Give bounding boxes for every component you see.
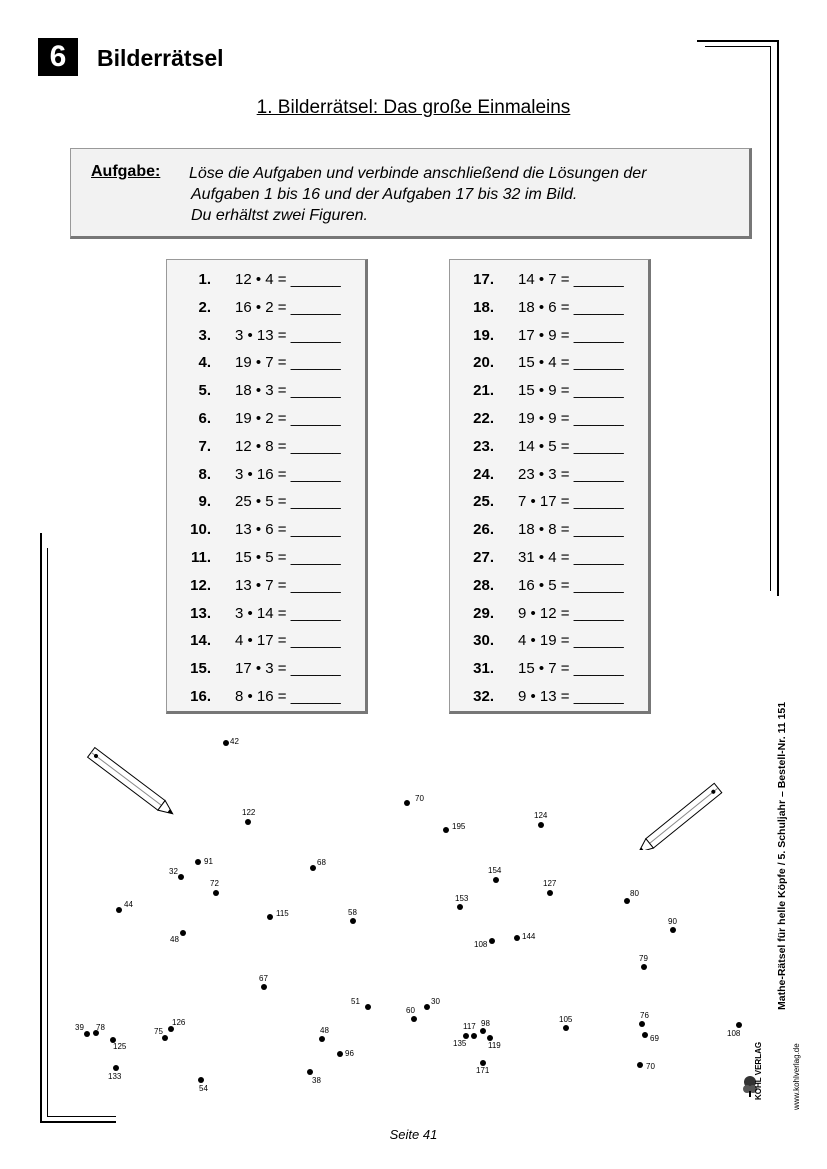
problem-row: [450, 521, 648, 541]
problem-number: 5.: [198, 382, 211, 400]
puzzle-dot-label: 124: [534, 811, 548, 820]
puzzle-dot: [213, 890, 219, 896]
puzzle-dot-label: 154: [488, 866, 502, 875]
problem-row: [167, 688, 365, 708]
problem-number: 28.: [473, 576, 494, 594]
problem-expression: 15 • 7 = ______: [518, 660, 624, 678]
problem-number: 6.: [198, 410, 211, 427]
publisher-website: www.kohlverlag.de: [792, 1043, 801, 1110]
problem-table-left: [166, 259, 368, 714]
puzzle-dot: [457, 904, 463, 910]
problem-expression: 12 • 4 = ______: [235, 271, 341, 288]
puzzle-dot-label: 30: [431, 997, 440, 1006]
problem-row: [450, 327, 648, 347]
problem-expression: 13 • 7 = ______: [235, 576, 341, 594]
problem-expression: 15 • 9 = ______: [518, 382, 624, 400]
problem-expression: 19 • 2 = ______: [235, 410, 341, 427]
problem-expression: 25 • 5 = ______: [235, 493, 341, 511]
problem-number: 14.: [190, 632, 211, 650]
problem-row: [167, 438, 365, 458]
puzzle-dot-label: 98: [481, 1019, 490, 1028]
problem-row: [167, 410, 365, 430]
problem-expression: 17 • 3 = ______: [235, 660, 341, 678]
problem-number: 9.: [198, 493, 211, 511]
task-text: [189, 163, 647, 226]
pencil-icon: [638, 778, 728, 850]
problem-table-right: [449, 259, 651, 714]
puzzle-dot-label: 48: [320, 1026, 329, 1035]
problem-number: 25.: [473, 493, 494, 511]
frame-line-bottom-left: [40, 1121, 116, 1123]
puzzle-dot-label: 135: [453, 1039, 467, 1048]
problem-expression: 3 • 14 = ______: [235, 604, 341, 622]
puzzle-dot: [319, 1036, 325, 1042]
problem-expression: 9 • 12 = ______: [518, 604, 624, 622]
puzzle-dot-label: 171: [476, 1066, 490, 1075]
puzzle-dot: [307, 1069, 313, 1075]
puzzle-dot-label: 58: [348, 908, 357, 917]
puzzle-dot: [471, 1033, 477, 1039]
puzzle-dot-label: 51: [351, 997, 360, 1006]
problem-number: 30.: [473, 632, 494, 650]
frame-line-right: [777, 40, 779, 596]
puzzle-dot-label: 67: [259, 974, 268, 983]
puzzle-dot-label: 117: [463, 1022, 476, 1031]
problem-number: 20.: [473, 354, 494, 372]
task-label: Aufgabe:: [91, 163, 161, 180]
publisher-logo-text: KOHL VERLAG: [754, 1041, 763, 1100]
problem-number: 23.: [473, 437, 494, 455]
problem-row: [450, 660, 648, 680]
puzzle-dot-label: 115: [276, 909, 289, 918]
puzzle-dot-label: 68: [317, 858, 326, 867]
problem-number: 4.: [198, 354, 211, 372]
task-line: Löse die Aufgaben und verbinde anschließend die Lösungen der: [189, 165, 647, 182]
puzzle-dot: [642, 1032, 648, 1038]
problem-row: [167, 299, 365, 319]
problem-row: [167, 382, 365, 402]
puzzle-dot: [736, 1022, 742, 1028]
problem-expression: 14 • 7 = ______: [518, 271, 624, 288]
puzzle-dot-label: 79: [639, 954, 648, 963]
problem-row: [167, 466, 365, 486]
puzzle-dot-label: 38: [312, 1076, 321, 1085]
puzzle-dot-label: 44: [124, 900, 133, 909]
problem-row: [450, 382, 648, 402]
puzzle-dot-label: 127: [543, 879, 557, 888]
puzzle-dot-label: 122: [242, 808, 256, 817]
problem-expression: 14 • 5 = ______: [518, 437, 624, 455]
problem-row: [167, 605, 365, 625]
puzzle-dot-label: 126: [172, 1018, 186, 1027]
problem-row: [450, 605, 648, 625]
problem-number: 26.: [473, 521, 494, 539]
problem-expression: 18 • 6 = ______: [518, 298, 624, 316]
task-line: Du erhältst zwei Figuren.: [191, 207, 368, 224]
puzzle-dot: [489, 938, 495, 944]
puzzle-dot-label: 119: [488, 1041, 501, 1050]
problem-row: [450, 410, 648, 430]
problem-row: [167, 327, 365, 347]
problem-number: 29.: [473, 604, 494, 622]
problem-expression: 16 • 2 = ______: [235, 298, 341, 316]
problem-expression: 31 • 4 = ______: [518, 549, 624, 566]
problem-number: 1.: [198, 271, 211, 288]
frame-line-left-inner: [47, 548, 48, 1117]
problem-number: 10.: [190, 521, 211, 539]
puzzle-dot: [424, 1004, 430, 1010]
problem-expression: 12 • 8 = ______: [235, 437, 341, 455]
problem-row: [450, 632, 648, 652]
puzzle-dot: [670, 927, 676, 933]
puzzle-dot: [514, 935, 520, 941]
problem-row: [450, 271, 648, 291]
puzzle-dot-label: 195: [452, 822, 466, 831]
problem-number: 3.: [198, 326, 211, 344]
problem-expression: 19 • 9 = ______: [518, 410, 624, 427]
puzzle-dot-label: 72: [210, 879, 219, 888]
problem-expression: 17 • 9 = ______: [518, 326, 624, 344]
puzzle-dot: [337, 1051, 343, 1057]
frame-line-right-inner: [770, 46, 771, 591]
task-line: Aufgaben 1 bis 16 und der Aufgaben 17 bis 32 im Bild.: [191, 186, 578, 203]
problem-number: 2.: [198, 298, 211, 316]
problem-number: 27.: [473, 549, 494, 566]
problem-number: 18.: [473, 298, 494, 316]
problem-row: [450, 438, 648, 458]
puzzle-dot: [547, 890, 553, 896]
problem-expression: 19 • 7 = ______: [235, 354, 341, 372]
problem-number: 13.: [190, 604, 211, 622]
puzzle-dot-label: 42: [230, 737, 239, 746]
puzzle-dot: [178, 874, 184, 880]
puzzle-dot: [538, 822, 544, 828]
frame-line-left: [40, 533, 42, 1123]
problem-expression: 7 • 17 = ______: [518, 493, 624, 511]
problem-number: 16.: [190, 688, 211, 705]
problem-number: 32.: [473, 688, 494, 705]
problem-row: [167, 354, 365, 374]
puzzle-dot: [411, 1016, 417, 1022]
worksheet-title: 1. Bilderrätsel: Das große Einmaleins: [256, 97, 571, 118]
problem-number: 19.: [473, 326, 494, 344]
puzzle-dot-label: 125: [113, 1042, 127, 1051]
problem-expression: 18 • 8 = ______: [518, 521, 624, 539]
puzzle-dot: [639, 1021, 645, 1027]
problem-row: [450, 354, 648, 374]
problem-expression: 23 • 3 = ______: [518, 465, 624, 483]
problem-row: [167, 493, 365, 513]
problem-row: [450, 299, 648, 319]
puzzle-dot: [261, 984, 267, 990]
puzzle-dot: [493, 877, 499, 883]
puzzle-dot: [637, 1062, 643, 1068]
puzzle-dot-label: 90: [668, 917, 677, 926]
puzzle-dot-label: 96: [345, 1049, 354, 1058]
puzzle-dot: [113, 1065, 119, 1071]
problem-number: 31.: [473, 660, 494, 678]
problem-row: [450, 466, 648, 486]
puzzle-dot-label: 144: [522, 932, 536, 941]
problem-expression: 4 • 17 = ______: [235, 632, 341, 650]
puzzle-dot: [84, 1031, 90, 1037]
frame-line-bottom-left-inner: [47, 1116, 116, 1117]
puzzle-dot: [116, 907, 122, 913]
puzzle-dot: [480, 1028, 486, 1034]
puzzle-dot: [641, 964, 647, 970]
puzzle-dot-label: 108: [727, 1029, 741, 1038]
puzzle-dot: [245, 819, 251, 825]
puzzle-dot-label: 133: [108, 1072, 122, 1081]
problem-number: 11.: [190, 549, 211, 566]
problem-number: 24.: [473, 465, 494, 483]
puzzle-dot-label: 76: [640, 1011, 649, 1020]
puzzle-dot: [624, 898, 630, 904]
problem-row: [167, 549, 365, 569]
problem-expression: 16 • 5 = ______: [518, 576, 624, 594]
problem-expression: 3 • 16 = ______: [235, 465, 341, 483]
puzzle-dot: [267, 914, 273, 920]
problem-row: [167, 577, 365, 597]
problem-row: [167, 660, 365, 680]
problem-expression: 3 • 13 = ______: [235, 326, 341, 344]
problem-expression: 15 • 4 = ______: [518, 354, 624, 372]
problem-row: [167, 632, 365, 652]
problem-row: [450, 493, 648, 513]
problem-number: 8.: [198, 465, 211, 483]
puzzle-dot-label: 105: [559, 1015, 573, 1024]
problem-row: [167, 521, 365, 541]
problem-number: 15.: [190, 660, 211, 678]
puzzle-dot-label: 48: [170, 935, 179, 944]
puzzle-dot: [365, 1004, 371, 1010]
problem-row: [450, 577, 648, 597]
puzzle-dot-label: 69: [650, 1034, 659, 1043]
puzzle-dot-label: 70: [415, 794, 424, 803]
puzzle-dot-label: 60: [406, 1006, 415, 1015]
puzzle-dot-label: 80: [630, 889, 639, 898]
problem-number: 7.: [198, 437, 211, 455]
problem-expression: 4 • 19 = ______: [518, 632, 624, 650]
puzzle-dot-label: 32: [169, 867, 178, 876]
puzzle-dot: [198, 1077, 204, 1083]
page-number: Seite 41: [389, 1127, 438, 1142]
puzzle-dot: [180, 930, 186, 936]
puzzle-dot-label: 54: [199, 1084, 208, 1093]
frame-line-top-right-inner: [705, 46, 771, 47]
puzzle-dot: [195, 859, 201, 865]
problem-number: 17.: [473, 271, 494, 288]
chapter-title: Bilderrätsel: [97, 45, 224, 71]
problem-row: [450, 549, 648, 569]
puzzle-dot-label: 153: [455, 894, 469, 903]
problem-expression: 18 • 3 = ______: [235, 382, 341, 400]
pencil-icon: [86, 746, 178, 824]
puzzle-dot-label: 108: [474, 940, 488, 949]
puzzle-dot-label: 39: [75, 1023, 84, 1032]
problem-expression: 15 • 5 = ______: [235, 549, 341, 566]
problem-number: 22.: [473, 410, 494, 427]
puzzle-dot-label: 70: [646, 1062, 655, 1071]
problem-number: 21.: [473, 382, 494, 400]
problem-row: [450, 688, 648, 708]
puzzle-dot: [310, 865, 316, 871]
problem-row: [167, 271, 365, 291]
problem-expression: 8 • 16 = ______: [235, 688, 341, 705]
puzzle-dot-label: 91: [204, 857, 213, 866]
puzzle-dot: [563, 1025, 569, 1031]
puzzle-dot-label: 78: [96, 1023, 105, 1032]
problem-expression: 13 • 6 = ______: [235, 521, 341, 539]
series-info: Mathe-Rätsel für helle Köpfe / 5. Schuljahr – Bestell-Nr. 11 151: [776, 701, 788, 1010]
problem-number: 12.: [190, 576, 211, 594]
task-box: [70, 148, 752, 239]
puzzle-dot: [443, 827, 449, 833]
puzzle-dot: [350, 918, 356, 924]
frame-line-top-right: [697, 40, 779, 42]
puzzle-dot-label: 75: [154, 1027, 163, 1036]
puzzle-dot: [404, 800, 410, 806]
puzzle-dot: [223, 740, 229, 746]
chapter-number: 6: [38, 38, 78, 76]
problem-expression: 9 • 13 = ______: [518, 688, 624, 705]
